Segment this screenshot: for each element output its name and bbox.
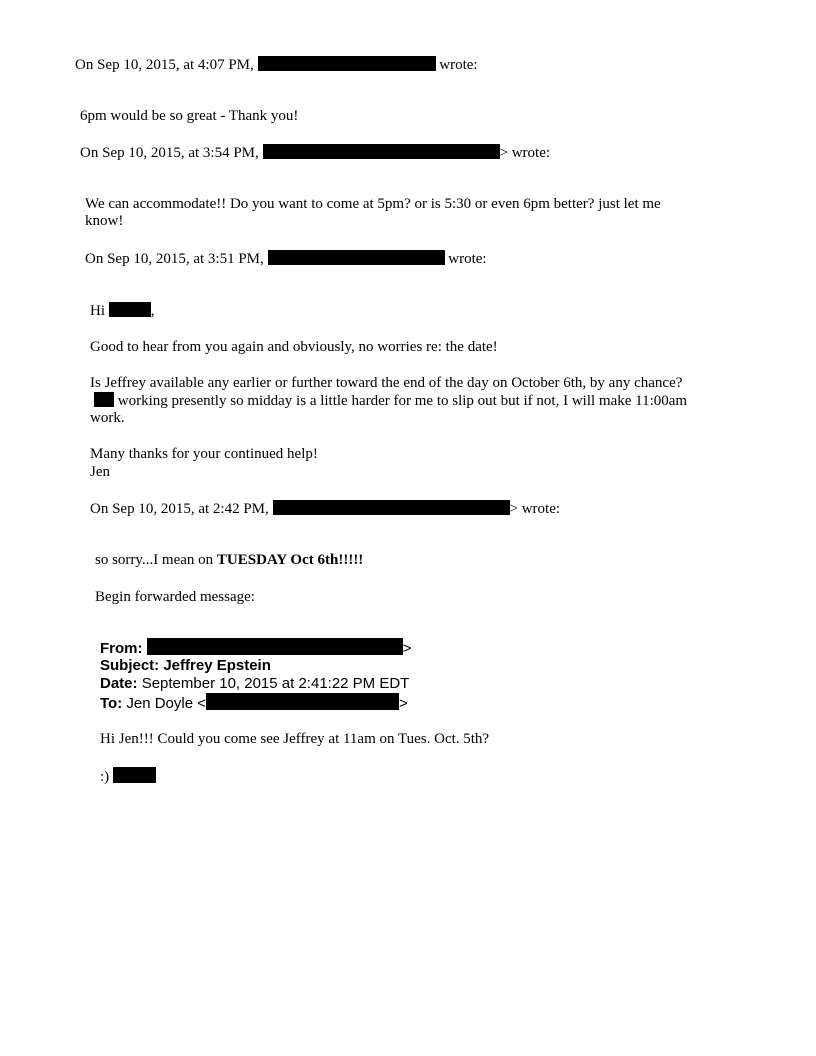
subject-label: Subject:: [100, 657, 164, 674]
redaction-block: [109, 302, 151, 317]
forwarded-to: [100, 693, 408, 713]
message-2-line-2: know!: [85, 213, 124, 229]
message-4-emphasis: TUESDAY Oct 6th!!!!!: [216, 552, 364, 568]
forwarded-subject: [100, 657, 271, 675]
forwarded-label: Begin forwarded message:: [95, 589, 255, 605]
reply-header-3: [85, 250, 487, 268]
header-1-suffix: wrote:: [435, 57, 478, 73]
redaction-block: [113, 767, 156, 783]
redaction-block: [273, 500, 510, 515]
redaction-block: [147, 638, 403, 655]
header-1-prefix: On Sep 10, 2015, at 4:07 PM,: [75, 57, 258, 73]
header-3-prefix: On Sep 10, 2015, at 3:51 PM,: [85, 251, 268, 267]
message-3-paragraph-1: Good to hear from you again and obviously, no worries re: the date!: [90, 339, 498, 355]
message-3-greeting: [90, 302, 155, 320]
message-3-paragraph-2-line-1: Is Jeffrey available any earlier or further toward the end of the day on October 6th, by any chance?: [90, 375, 683, 391]
greeting-text: Hi: [90, 303, 109, 319]
message-4-plain: so sorry...I mean on: [95, 552, 217, 568]
message-3-closing: Many thanks for your continued help!: [90, 446, 318, 462]
forwarded-body: Hi Jen!!! Could you come see Jeffrey at 11am on Tues. Oct. 5th?: [100, 731, 490, 747]
from-end: >: [402, 640, 412, 657]
greeting-comma: ,: [150, 303, 155, 319]
reply-header-4: [90, 500, 560, 518]
redaction-block: [94, 392, 114, 407]
forwarded-sign-off: [100, 767, 156, 786]
redaction-block: [263, 144, 500, 159]
message-3-paragraph-2-line-3: work.: [90, 410, 125, 426]
from-label: From:: [100, 640, 147, 657]
forwarded-date: [100, 675, 409, 693]
forwarded-from: [100, 638, 411, 658]
header-3-suffix: wrote:: [444, 251, 487, 267]
sign-smiley: :): [100, 769, 113, 785]
message-3-signature: Jen: [90, 464, 110, 480]
message-3-paragraph-2-line-2: [94, 392, 687, 410]
message-1-text: 6pm would be so great - Thank you!: [80, 108, 299, 124]
reply-header-1: [75, 56, 478, 74]
message-4-text: [95, 552, 363, 569]
header-2-suffix: > wrote:: [499, 145, 551, 161]
to-name: Jen Doyle <: [126, 695, 207, 712]
redaction-block: [268, 250, 445, 265]
line-text: working presently so midday is a little harder for me to slip out but if not, I will make 11:00am: [114, 393, 688, 409]
header-4-suffix: > wrote:: [509, 501, 561, 517]
redaction-block: [206, 693, 399, 710]
date-value: September 10, 2015 at 2:41:22 PM EDT: [141, 675, 410, 692]
redaction-block: [258, 56, 436, 71]
to-label: To:: [100, 695, 127, 712]
header-4-prefix: On Sep 10, 2015, at 2:42 PM,: [90, 501, 273, 517]
header-2-prefix: On Sep 10, 2015, at 3:54 PM,: [80, 145, 263, 161]
date-label: Date:: [100, 675, 142, 692]
message-2-line-1: We can accommodate!! Do you want to come at 5pm? or is 5:30 or even 6pm better? just let me: [85, 196, 661, 212]
reply-header-2: [80, 144, 550, 162]
subject-value: Jeffrey Epstein: [163, 657, 271, 674]
to-end: >: [399, 695, 408, 712]
